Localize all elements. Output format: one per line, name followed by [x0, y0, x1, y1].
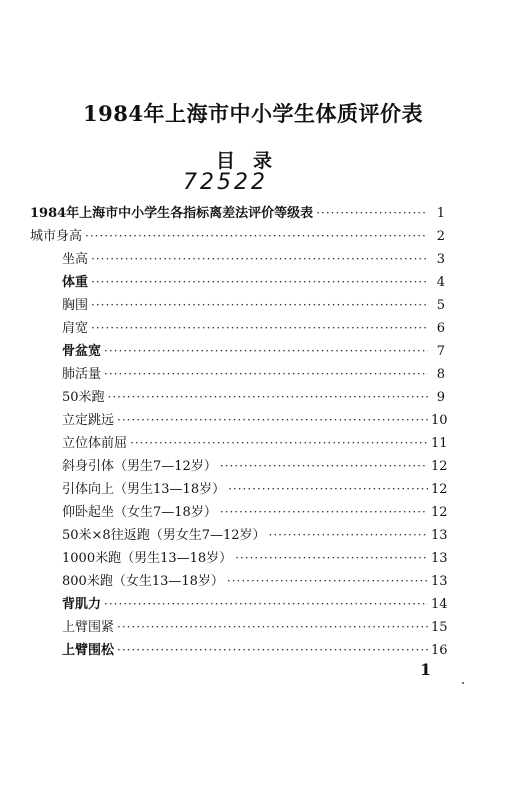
dot-leader — [117, 413, 428, 427]
dot-leader — [91, 298, 428, 312]
toc-entry — [62, 363, 445, 383]
toc-entry — [62, 593, 448, 613]
toc-entry-page: 8 — [436, 367, 445, 382]
page-number: 1 — [420, 660, 432, 679]
toc-entry-label: 上臂围紧 — [62, 620, 115, 635]
dot-leader — [104, 597, 428, 611]
toc-entry-label: 上臂围松 — [62, 643, 115, 658]
dot-leader — [91, 275, 428, 289]
dot-leader — [130, 436, 428, 450]
toc-entry-page: 4 — [436, 275, 445, 290]
toc-entry-page: 7 — [436, 344, 445, 359]
toc-entry-page: 5 — [436, 298, 445, 313]
toc-entry-page: 13 — [431, 528, 448, 543]
toc-entry-page: 13 — [431, 574, 448, 589]
handwritten-catalog-number: 72522 — [183, 170, 268, 195]
toc-entry — [62, 524, 448, 544]
toc-entry-label: 肩宽 — [62, 321, 89, 336]
toc-entry-label: 50米×8往返跑（男女生7—12岁） — [62, 528, 266, 543]
toc-entry-page: 15 — [431, 620, 448, 635]
toc-entry — [30, 202, 445, 222]
toc-entry-page: 12 — [431, 505, 448, 520]
toc-heading: 目录 — [215, 150, 290, 172]
toc-entry-label: 肺活量 — [62, 367, 102, 382]
dot-leader — [220, 459, 428, 473]
toc-entry — [62, 340, 445, 360]
toc-entry-label: 1000米跑（男生13—18岁） — [62, 551, 233, 566]
toc-entry-page: 14 — [431, 597, 448, 612]
dot-leader — [269, 528, 428, 542]
toc-entry-label: 坐高 — [62, 252, 89, 267]
toc-entry-page: 3 — [436, 252, 445, 267]
toc-entry — [62, 616, 448, 636]
toc-entry-label: 800米跑（女生13—18岁） — [62, 574, 224, 589]
toc-entry-label: 骨盆宽 — [62, 344, 102, 359]
toc-entry — [62, 409, 448, 429]
toc-entry — [62, 317, 445, 337]
toc-entry-label: 引体向上（男生13—18岁） — [62, 482, 226, 497]
toc-entry-page: 2 — [436, 229, 445, 244]
toc-entry — [62, 501, 448, 521]
toc-entry — [62, 248, 445, 268]
toc-entry-page: 12 — [431, 459, 448, 474]
toc-entry-page: 9 — [436, 390, 445, 405]
toc-entry-label: 城市身高 — [30, 229, 83, 244]
dot-leader — [227, 574, 428, 588]
toc-entry — [62, 432, 448, 452]
dot-leader — [117, 643, 428, 657]
dot-leader — [108, 390, 428, 404]
toc-entry-label: 立位体前屈 — [62, 436, 128, 451]
toc-entry-page: 13 — [431, 551, 448, 566]
dot-leader — [235, 551, 428, 565]
dot-leader — [104, 367, 428, 381]
dot-leader — [117, 620, 428, 634]
dot-leader — [220, 505, 428, 519]
toc-entry-label: 立定跳远 — [62, 413, 115, 428]
toc-entry-label: 斜身引体（男生7—12岁） — [62, 459, 217, 474]
toc-entry-page: 12 — [431, 482, 448, 497]
print-speck — [462, 682, 464, 684]
dot-leader — [228, 482, 428, 496]
dot-leader — [104, 344, 428, 358]
dot-leader — [316, 206, 428, 220]
dot-leader — [91, 321, 428, 335]
dot-leader — [85, 229, 428, 243]
toc-entry-page: 10 — [431, 413, 448, 428]
toc-entry — [62, 271, 445, 291]
toc-entry — [30, 225, 445, 245]
toc-entry-page: 1 — [436, 206, 445, 221]
toc-entry — [62, 547, 448, 567]
toc-entry-label: 1984年上海市中小学生各指标离差法评价等级表 — [30, 206, 314, 221]
toc-entry — [62, 386, 445, 406]
toc-entry-page: 16 — [431, 643, 448, 658]
toc-entry — [62, 639, 448, 659]
toc-entry — [62, 478, 448, 498]
toc-entry — [62, 455, 448, 475]
toc-entry-label: 体重 — [62, 275, 89, 290]
toc-entry — [62, 570, 448, 590]
toc-entry-label: 胸围 — [62, 298, 89, 313]
toc-entry — [62, 294, 445, 314]
toc-entry-label: 背肌力 — [62, 597, 102, 612]
dot-leader — [91, 252, 428, 266]
toc-entry-label: 50米跑 — [62, 390, 105, 405]
toc-entry-page: 11 — [431, 436, 448, 451]
toc-entry-page: 6 — [436, 321, 445, 336]
toc-entry-label: 仰卧起坐（女生7—18岁） — [62, 505, 217, 520]
document-title: 1984年上海市中小学生体质评价表 — [83, 101, 423, 126]
